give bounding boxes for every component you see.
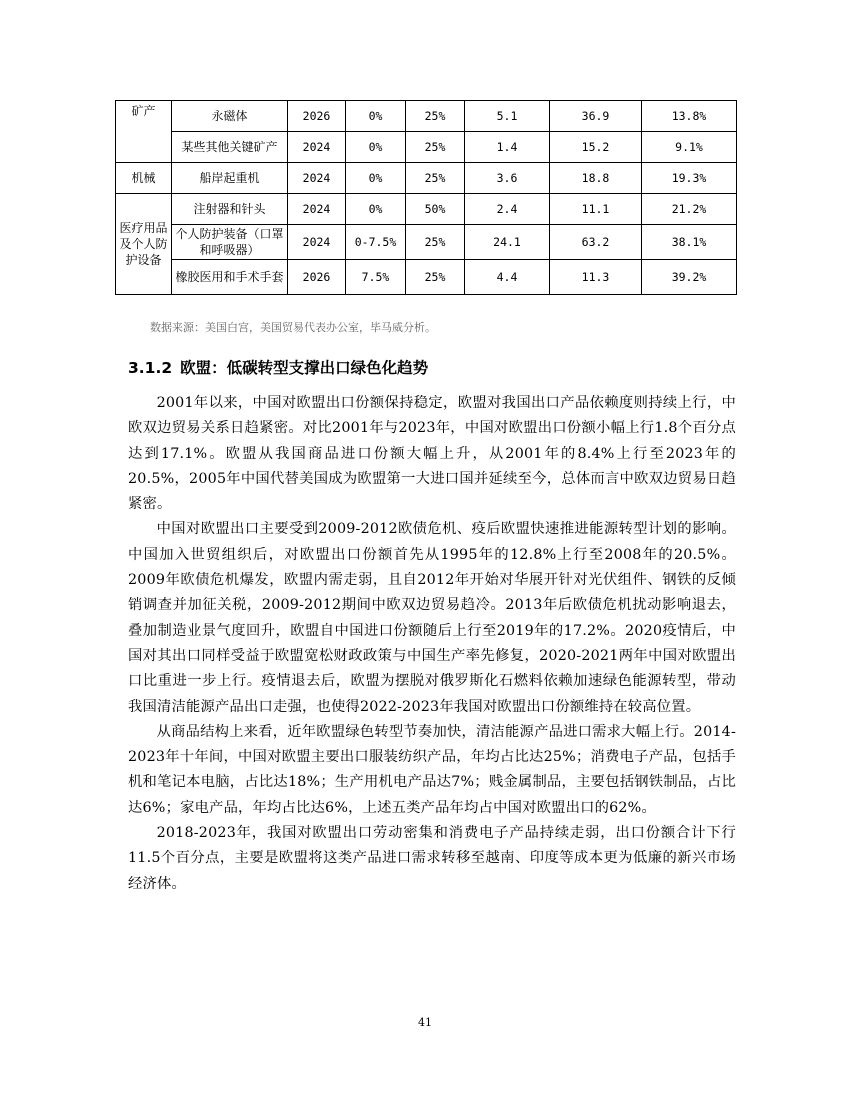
rate-cell: 0% xyxy=(346,132,406,163)
year-cell: 2024 xyxy=(288,225,346,260)
share-cell: 13.8% xyxy=(642,101,737,132)
value-cell: 4.4 xyxy=(465,260,550,295)
year-cell: 2024 xyxy=(288,163,346,194)
product-cell: 个人防护装备（口罩和呼吸器） xyxy=(172,225,288,260)
value-cell: 2.4 xyxy=(465,194,550,225)
product-cell: 注射器和针头 xyxy=(172,194,288,225)
value-cell: 11.3 xyxy=(550,260,642,295)
category-cell: 矿产 xyxy=(116,101,172,163)
rate-cell: 0% xyxy=(346,194,406,225)
rate-cell: 25% xyxy=(406,101,465,132)
share-cell: 21.2% xyxy=(642,194,737,225)
rate-cell: 0-7.5% xyxy=(346,225,406,260)
value-cell: 3.6 xyxy=(465,163,550,194)
product-cell: 永磁体 xyxy=(172,101,288,132)
value-cell: 63.2 xyxy=(550,225,642,260)
value-cell: 11.1 xyxy=(550,194,642,225)
rate-cell: 50% xyxy=(406,194,465,225)
value-cell: 36.9 xyxy=(550,101,642,132)
category-cell: 医疗用品及个人防护设备 xyxy=(116,194,172,295)
value-cell: 18.8 xyxy=(550,163,642,194)
rate-cell: 25% xyxy=(406,132,465,163)
share-cell: 38.1% xyxy=(642,225,737,260)
page-number: 41 xyxy=(418,1016,432,1029)
paragraph: 2018-2023年，我国对欧盟出口劳动密集和消费电子产品持续走弱，出口份额合计下行11.5个百分点，主要是欧盟将这类产品进口需求转移至越南、印度等成本更为低廉的新兴市场经济体。 xyxy=(128,825,736,892)
table-row xyxy=(116,132,737,163)
category-cell: 机械 xyxy=(116,163,172,194)
share-cell: 39.2% xyxy=(642,260,737,295)
tariff-table xyxy=(115,100,737,295)
paragraph: 2001年以来，中国对欧盟出口份额保持稳定，欧盟对我国出口产品依赖度则持续上行，中欧双边贸易关系日趋紧密。对比2001年与2023年，中国对欧盟出口份额小幅上行1.8个百分点达到17.1%。欧盟从我国商品进口份额大幅上升，从2001年的8.4%上行至2023年的20.5%，2005年中国代替美国成为欧盟第一大进口国并延续至今，总体而言中欧双边贸易日趋紧密。 xyxy=(128,395,736,513)
value-cell: 15.2 xyxy=(550,132,642,163)
product-cell: 船岸起重机 xyxy=(172,163,288,194)
rate-cell: 25% xyxy=(406,225,465,260)
table-row xyxy=(116,163,737,194)
share-cell: 19.3% xyxy=(642,163,737,194)
value-cell: 24.1 xyxy=(465,225,550,260)
section-number: 3.1.2 xyxy=(128,359,173,377)
value-cell: 5.1 xyxy=(465,101,550,132)
year-cell: 2024 xyxy=(288,132,346,163)
rate-cell: 25% xyxy=(406,260,465,295)
table-row xyxy=(116,101,737,132)
body-text xyxy=(128,391,736,897)
section-heading xyxy=(128,356,428,378)
paragraph: 中国对欧盟出口主要受到2009-2012欧债危机、疫后欧盟快速推进能源转型计划的影响。中国加入世贸组织后，对欧盟出口份额首先从1995年的12.8%上行至2008年的20.5%。2009年欧债危机爆发，欧盟内需走弱，且自2012年开始对华展开针对光伏组件、钢铁的反倾销调查并加征关税，2009-2012期间中欧双边贸易趋冷。2013年后欧债危机扰动影响退去，叠加制造业景气度回升，欧盟自中国进口份额随后上行至2019年的17.2%。2020疫情后，中国对其出口同样受益于欧盟宽松财政政策与中国生产率先修复，2020-2021两年中国对欧盟出口比重进一步上行。疫情退去后，欧盟为摆脱对俄罗斯化石燃料依赖加速绿色能源转型，带动我国清洁能源产品出口走强，也使得2022-2023年我国对欧盟出口份额维持在较高位置。 xyxy=(128,521,736,715)
section-title: 欧盟：低碳转型支撑出口绿色化趋势 xyxy=(180,359,429,377)
product-cell: 橡胶医用和手术手套 xyxy=(172,260,288,295)
table-row xyxy=(116,194,737,225)
rate-cell: 25% xyxy=(406,163,465,194)
year-cell: 2024 xyxy=(288,194,346,225)
paragraph: 从商品结构上来看，近年欧盟绿色转型节奏加快，清洁能源产品进口需求大幅上行。2014-2023年十年间，中国对欧盟主要出口服装纺织产品，年均占比达25%；消费电子产品，包括手机和笔记本电脑，占比达18%；生产用机电产品达7%；贱金属制品，主要包括钢铁制品，占比达6%；家电产品，年均占比达6%，上述五类产品年均占中国对欧盟出口的62%。 xyxy=(128,723,736,816)
table-row xyxy=(116,225,737,260)
rate-cell: 0% xyxy=(346,163,406,194)
source-note: 数据来源：美国白宫，美国贸易代表办公室，毕马威分析。 xyxy=(150,321,436,334)
rate-cell: 7.5% xyxy=(346,260,406,295)
share-cell: 9.1% xyxy=(642,132,737,163)
year-cell: 2026 xyxy=(288,260,346,295)
product-cell: 某些其他关键矿产 xyxy=(172,132,288,163)
rate-cell: 0% xyxy=(346,101,406,132)
table-row xyxy=(116,260,737,295)
year-cell: 2026 xyxy=(288,101,346,132)
value-cell: 1.4 xyxy=(465,132,550,163)
